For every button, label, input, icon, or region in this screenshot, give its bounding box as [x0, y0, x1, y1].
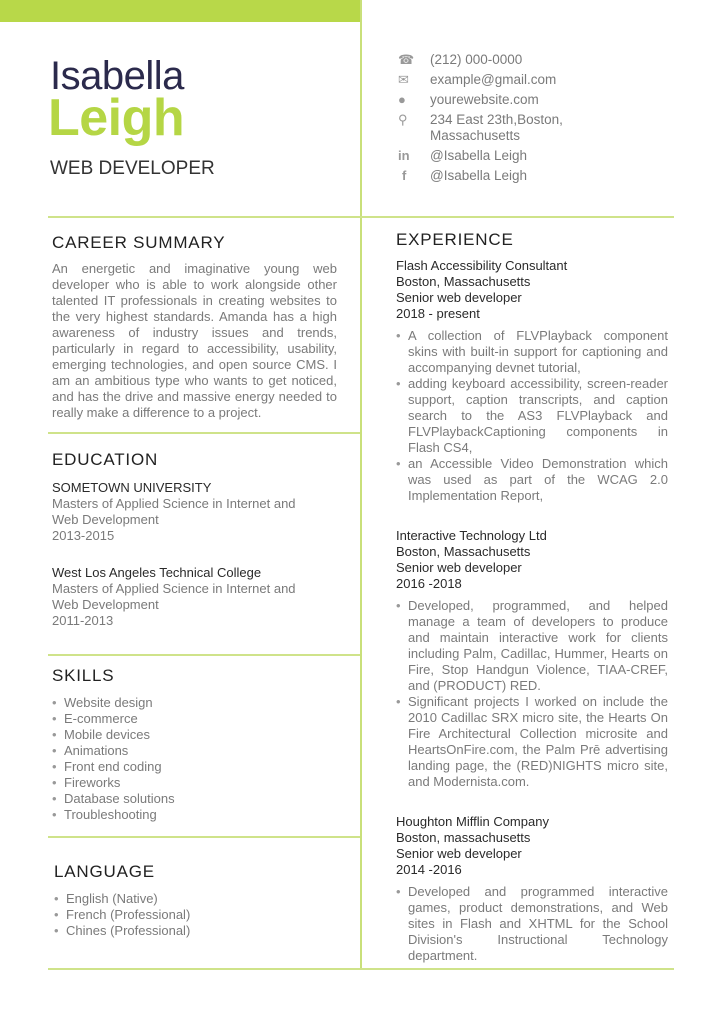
column-divider	[360, 0, 362, 969]
education-section	[52, 450, 337, 629]
globe-icon: ●	[398, 92, 406, 107]
divider	[48, 432, 360, 434]
degree: Masters of Applied Science in Internet and Web Development	[52, 496, 296, 527]
contact-facebook	[398, 168, 570, 184]
contact-linkedin	[398, 148, 570, 164]
years: 2011-2013	[52, 613, 114, 628]
linkedin-icon: in	[398, 148, 410, 163]
education-item	[52, 480, 337, 544]
footer-divider	[48, 968, 674, 970]
skill-item: • Database solutions	[52, 791, 337, 807]
section-heading: LANGUAGE	[54, 862, 155, 881]
role: Senior web developer	[396, 290, 522, 305]
bullet: • Developed, programmed, and helped manage a team of developers to produce and maintain interactive work for clients including Palm, Cadillac, Hummer, Hearts on Fire, Stop Handgun Violence, TIAA-CREF, and (PRODUCT) RED.	[396, 598, 668, 694]
role: Senior web developer	[396, 846, 522, 861]
job-bullets	[396, 328, 668, 504]
accent-bar	[0, 0, 360, 22]
years: 2013-2015	[52, 528, 115, 543]
years: 2018 - present	[396, 306, 480, 321]
contact-text: yourewebsite.com	[430, 92, 539, 107]
language-item: • French (Professional)	[54, 907, 339, 923]
language-item: • English (Native)	[54, 891, 339, 907]
skills-section	[52, 666, 337, 823]
contact-text: @Isabella Leigh	[430, 168, 528, 183]
company: Houghton Mifflin Company	[396, 814, 549, 829]
section-heading: EDUCATION	[52, 450, 159, 469]
skill-item: • Fireworks	[52, 775, 337, 791]
skill-item: • Website design	[52, 695, 337, 711]
skill-item: • Animations	[52, 743, 337, 759]
skill-item: • E-commerce	[52, 711, 337, 727]
school-name: SOMETOWN UNIVERSITY	[52, 480, 212, 495]
company: Flash Accessibility Consultant	[396, 258, 568, 273]
job-bullets	[396, 884, 668, 964]
facebook-icon: f	[402, 168, 407, 183]
language-item: • Chines (Professional)	[54, 923, 339, 939]
job-entry	[396, 814, 668, 964]
section-heading: EXPERIENCE	[396, 230, 514, 249]
company: Interactive Technology Ltd	[396, 528, 547, 543]
years: 2016 -2018	[396, 576, 462, 591]
contact-list	[398, 52, 570, 188]
location: Boston, massachusetts	[396, 830, 531, 845]
skill-item: • Troubleshooting	[52, 807, 337, 823]
skills-list	[52, 695, 337, 823]
divider	[48, 836, 360, 838]
job-title: WEB DEVELOPER	[50, 158, 215, 179]
contact-website	[398, 92, 570, 108]
section-heading: CAREER SUMMARY	[52, 233, 226, 252]
career-summary-section	[52, 233, 337, 421]
school-name: West Los Angeles Technical College	[52, 565, 262, 580]
job-entry	[396, 258, 668, 504]
years: 2014 -2016	[396, 862, 462, 877]
bullet: • an Accessible Video Demonstration which was used as part of the WCAG 2.0 Implementation Report,	[396, 456, 668, 504]
phone-icon: ☎	[398, 52, 415, 67]
contact-text: example@gmail.com	[430, 72, 557, 87]
skill-item: • Front end coding	[52, 759, 337, 775]
header-divider	[48, 216, 674, 218]
contact-text: (212) 000-0000	[430, 52, 523, 67]
contact-address	[398, 112, 570, 144]
language-list	[54, 891, 339, 939]
location-icon: ⚲	[398, 112, 408, 127]
location: Boston, Massachusetts	[396, 274, 531, 289]
job-entry	[396, 528, 668, 790]
experience-section	[396, 230, 668, 504]
contact-phone	[398, 52, 570, 68]
degree: Masters of Applied Science in Internet and Web Development	[52, 581, 296, 612]
skill-item: • Mobile devices	[52, 727, 337, 743]
contact-text: @Isabella Leigh	[430, 148, 528, 163]
bullet: • Significant projects I worked on include the 2010 Cadillac SRX micro site, the Hearts On Fire Architectural Collection microsite and HeartsOnFire.com, the Palm Prē advertising landing page, the (RED)NIGHTS micro site, and Modernista.com.	[396, 694, 668, 790]
language-section	[54, 862, 339, 939]
bullet: • Developed and programmed interactive games, product demonstrations, and Web sites in Flash and XHTML for the School Division's Instructional Technology department.	[396, 884, 668, 964]
bullet: • adding keyboard accessibility, screen-reader support, caption transcripts, and caption search to the AS3 FLVPlayback and FLVPlaybackCaptioning components in Flash CS4,	[396, 376, 668, 456]
divider	[48, 654, 360, 656]
education-item	[52, 565, 337, 629]
mail-icon: ✉	[398, 72, 409, 87]
section-heading: SKILLS	[52, 666, 115, 685]
first-name: Isabella	[50, 54, 184, 98]
bullet: • A collection of FLVPlayback component skins with built-in support for captioning and accompanying devnet tutorial,	[396, 328, 668, 376]
contact-email	[398, 72, 570, 88]
last-name: Leigh	[48, 89, 185, 147]
summary-text: An energetic and imaginative young web developer who is able to work alongside other talented IT professionals in creating websites to the very highest standards. Amanda has a high awareness of industry issues and trends, particularly in regard to accessibility, usability, emerging technologies, and open source CMS. I am an ambitious type who wants to get noticed, and has the drive and massive energy needed to really make a difference to a project.	[52, 261, 337, 420]
location: Boston, Massachusetts	[396, 544, 531, 559]
contact-text: 234 East 23th,Boston, Massachusetts	[430, 112, 563, 143]
role: Senior web developer	[396, 560, 522, 575]
job-bullets	[396, 598, 668, 790]
